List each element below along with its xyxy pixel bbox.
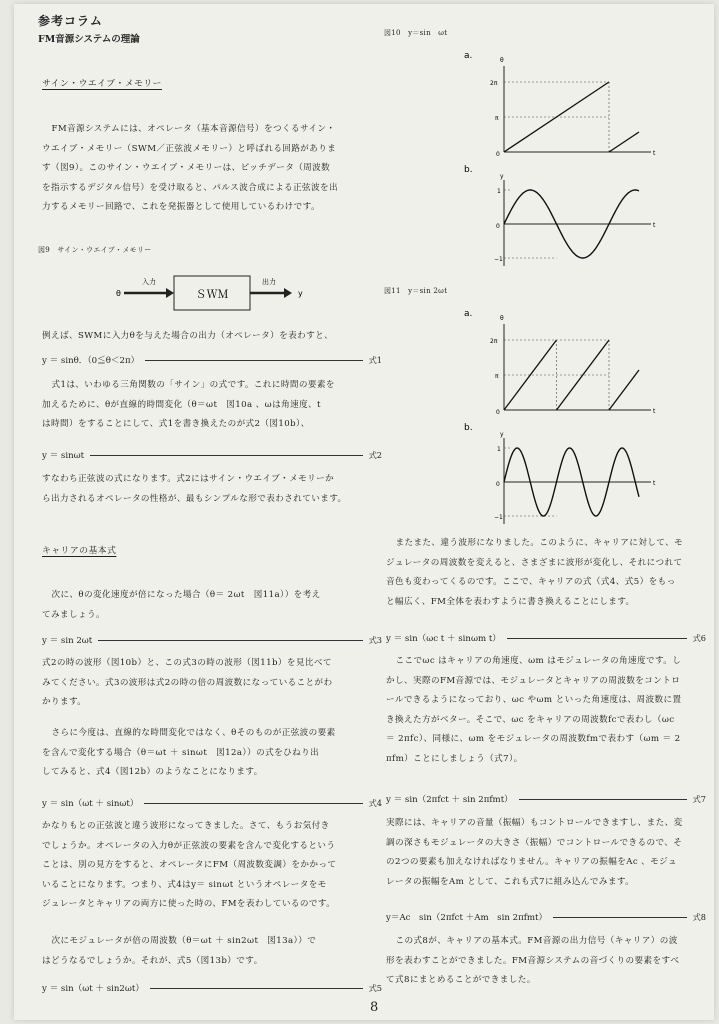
paragraph-amplitude — [386, 814, 706, 892]
leader-line — [144, 803, 362, 804]
output-label: 出力 — [262, 278, 276, 286]
paragraph-double-speed — [42, 586, 382, 625]
leader-line — [90, 455, 363, 456]
text-line: を含んで変化する場合（θ＝ωt ＋ sinωt 図12a））の式をひねり出 — [42, 747, 320, 758]
equation-label: 式4 — [368, 797, 382, 808]
figure-11-graphs — [434, 302, 674, 527]
equation-7 — [386, 789, 706, 809]
output-arrowhead — [284, 288, 292, 298]
output-variable-label: y — [298, 289, 303, 298]
equation-label: 式1 — [368, 354, 382, 365]
graph-a-label: a. — [464, 51, 473, 61]
text-line: 形を表わすことができました。FM音源システムの音づくりの要素をすべ — [386, 955, 680, 966]
figure-9-caption: 図9 サイン・ウエイブ・メモリー — [38, 246, 152, 254]
text-line: でしょうか。オペレータの入力θが正弦波の要素を含んで変化するという — [42, 840, 336, 851]
theta-axis-label: θ — [500, 57, 504, 64]
two-pi-tick-label: 2π — [490, 338, 498, 345]
text-line: 音色も変わってくるのです。ここで、キャリアの式（式4、式5）をもっ — [386, 577, 676, 588]
leader-line — [145, 360, 362, 361]
figure-11-caption: 図11 y＝sin 2ωt — [384, 287, 448, 295]
text-line: いることになります。つまり、式4はy＝ sinωt というオペレータをモ — [42, 879, 327, 890]
text-line: き換えた方がベター。そこで、ωc をキャリアの周波数fcで表わし（ωc — [386, 714, 675, 725]
page-number: 8 — [370, 1000, 379, 1015]
leader-line — [519, 799, 687, 800]
phase-ramp-segment — [609, 132, 639, 152]
paragraph-swm-intro — [42, 120, 382, 218]
text-line: してみると、式4（図12b）のようなことになります。 — [42, 767, 263, 778]
origin-label: 0 — [496, 409, 500, 416]
text-line: と幅広く、FM全体を表わすように書き換えることにします。 — [386, 596, 635, 607]
text-line: かります。 — [42, 697, 87, 708]
minus-one-tick-label: −1 — [494, 256, 503, 263]
figure-10-graphs — [434, 44, 674, 269]
graph-b-label: b. — [464, 165, 473, 175]
text-line: かなりもとの正弦波と違う波形になってきました。さて、もうお気付き — [42, 821, 330, 831]
text-line: は時間）をすることにして、式1を書き換えたのが式2（図10b）、 — [42, 419, 310, 430]
origin-label: 0 — [496, 151, 500, 158]
equation-label: 式2 — [368, 449, 382, 460]
figure-10-caption: 図10 y＝sin ωt — [384, 29, 448, 37]
text-line: かし、実際のFM音源では、モジュレータとキャリアの周波数をコントロ — [386, 675, 681, 686]
equation-text: y ＝ sin 2ωt — [42, 636, 93, 646]
paragraph-double-modulator — [42, 932, 382, 971]
text-line: を指示するデジタル信号）を受け取ると、パルス波合成による正弦波を出 — [42, 182, 339, 193]
leader-line — [150, 988, 363, 989]
equation-3 — [42, 630, 382, 650]
text-line: ウエイブ・メモリー（SWM／正弦波メモリー）と呼ばれる回路がありま — [42, 143, 337, 154]
leader-line — [507, 638, 687, 639]
column-subtitle: FM音源システムの理論 — [38, 34, 140, 45]
equation-2 — [42, 445, 382, 465]
minus-one-tick-label: −1 — [494, 514, 503, 521]
text-line: 加えるために、θが直線的時間変化（θ＝ωt 図10a 、ωは角速度、t — [42, 399, 321, 410]
text-line: ら出力されるオペレータの性格が、最もシンプルな形で表わされています。 — [42, 493, 347, 504]
page — [14, 4, 714, 1020]
pi-tick-label: π — [495, 373, 499, 380]
y-axis-label: y — [500, 173, 504, 180]
text-line: みてください。式3の波形は式2の時の倍の周波数になっていることがわ — [42, 677, 333, 688]
text-line: 実際には、キャリアの音量（振幅）もコントロールできますし、また、変 — [386, 818, 683, 828]
equation-text: y＝Ac sin（2πfct ＋Am sin 2πfmt） — [386, 913, 548, 923]
equation-5 — [42, 978, 382, 998]
equation-label: 式8 — [692, 911, 706, 922]
y-axis-label: y — [500, 431, 504, 438]
text-line: ＝ 2πfc）、同様に、ωm をモジュレータの周波数fmで表わす（ωm ＝ 2 — [386, 734, 681, 745]
text-line: またまた、違う波形になりました。このように、キャリアに対して、モ — [395, 538, 684, 548]
text-line: さらに今度は、直線的な時間変化ではなく、θそのものが正弦波の要素 — [51, 728, 336, 738]
equation-8 — [386, 907, 706, 927]
text-line: ールできるようになっており、ωc やωm といった角速度は、周波数に置 — [386, 695, 682, 706]
input-label: 入力 — [142, 278, 156, 286]
equation-text: y ＝ sin（ωt ＋ sinωt） — [42, 799, 139, 809]
input-arrowhead — [166, 288, 174, 298]
equation-text: y ＝ sin（2πfct ＋ sin 2πfmt） — [386, 795, 513, 805]
t-axis-label: t — [653, 408, 656, 415]
equation-text: y ＝ sin（ωt ＋ sin2ωt） — [42, 984, 144, 994]
paragraph-fm-explained — [42, 817, 382, 915]
equation-text: y ＝ sinωt — [42, 451, 85, 461]
text-line: ここでωc はキャリアの角速度、ωm はモジュレータの角速度です。し — [395, 656, 682, 666]
paragraph-example — [42, 327, 382, 347]
text-line: 調の深さもモジュレータの大きさ（振幅）でコントロールできるので、そ — [386, 837, 683, 848]
t-axis-label: t — [653, 480, 656, 487]
text-line: レータの振幅をAm として、これも式7に組み込んでみます。 — [386, 876, 635, 887]
equation-label: 式7 — [692, 793, 706, 804]
equation-4 — [42, 793, 382, 813]
origin-label: 0 — [496, 481, 500, 488]
text-line: 次に、θの変化速度が倍になった場合（θ＝ 2ωt 図11a））を考え — [51, 590, 321, 600]
equation-1 — [42, 350, 382, 370]
figure-9-swm-diagram — [114, 268, 314, 312]
theta-axis-label: θ — [500, 315, 504, 322]
input-variable-label: θ — [116, 289, 121, 298]
equation-6 — [386, 628, 706, 648]
paragraph-compare-waves — [42, 654, 382, 713]
paragraph-carrier-summary — [386, 932, 706, 991]
section-heading-sine-wave-memory: サイン・ウエイブ・メモリー — [42, 79, 162, 89]
equation-label: 式5 — [368, 982, 382, 993]
text-line: てみましょう。 — [42, 609, 105, 620]
text-line: ジュレータの周波数を変えると、さまざまに波形が変化し、それにつれて — [386, 557, 683, 568]
text-line: FM音源システムには、オペレータ（基本音源信号）をつくるサイン・ — [51, 124, 336, 134]
t-axis-label: t — [653, 150, 656, 157]
text-line: 力するメモリー回路で、これを発振器として使用しているわけです。 — [42, 202, 320, 213]
leader-line — [553, 917, 686, 918]
graph-a-label: a. — [464, 309, 473, 319]
text-line: はどうなるでしょうか。それが、式5（図13b）です。 — [42, 955, 263, 966]
text-line: πfm）ことにしましょう（式7）。 — [386, 753, 523, 764]
phase-ramp-segment — [609, 370, 639, 410]
paragraph-waveform-changes — [386, 534, 706, 612]
two-pi-tick-label: 2π — [490, 80, 498, 87]
text-line: この式8が、キャリアの基本式。FM音源の出力信号（キャリア）の波 — [395, 936, 678, 946]
text-line: て式8にまとめることができました。 — [386, 975, 536, 986]
text-line: 式1は、いわゆる三角関数の「サイン」の式です。これに時間の要素を — [51, 380, 335, 390]
paragraph-sine-equation — [42, 470, 382, 509]
text-line: ことは、別の見方をすると、オペレータにFM（周波数変調）をかかって — [42, 860, 337, 871]
column-title: 参考コラム — [38, 14, 103, 28]
equation-label: 式6 — [692, 632, 706, 643]
text-line: ジュレータとキャリアの両方に使った時の、FMを表わしているのです。 — [42, 899, 336, 910]
swm-box-label: ＳＷＭ — [195, 288, 229, 301]
equation-label: 式3 — [368, 634, 382, 645]
text-line: 例えば、SWMに入力θを与えた場合の出力（オペレータ）を表わすと、 — [42, 331, 334, 341]
paragraph-angular-velocity — [386, 652, 706, 770]
paragraph-sine-modulated — [42, 724, 382, 783]
t-axis-label: t — [653, 222, 656, 229]
graph-b-label: b. — [464, 423, 473, 433]
equation-text: y ＝ sinθ．（0≦θ＜2π） — [42, 356, 140, 366]
pi-tick-label: π — [495, 115, 499, 122]
text-line: す（図9）。このサイン・ウエイブ・メモリーは、ピッチデータ（周波数 — [42, 163, 331, 174]
equation-text: y ＝ sin（ωc t ＋ sinωm t） — [386, 634, 501, 644]
origin-label: 0 — [496, 223, 500, 230]
leader-line — [98, 640, 362, 641]
text-line: の2つの要素も加えなければなりません。キャリアの振幅をAc 、モジュ — [386, 857, 677, 868]
text-line: 式2の時の波形（図10b）と、この式3の時の波形（図11b）を見比べて — [42, 658, 332, 668]
section-heading-carrier: キャリアの基本式 — [42, 546, 117, 556]
paragraph-formula-1 — [42, 376, 382, 435]
text-line: 次にモジュレータが倍の周波数（θ＝ωt ＋ sin2ωt 図13a））で — [51, 936, 317, 946]
one-tick-label: 1 — [497, 446, 501, 453]
text-line: すなわち正弦波の式になります。式2にはサイン・ウエイブ・メモリーか — [42, 474, 335, 484]
one-tick-label: 1 — [497, 188, 501, 195]
